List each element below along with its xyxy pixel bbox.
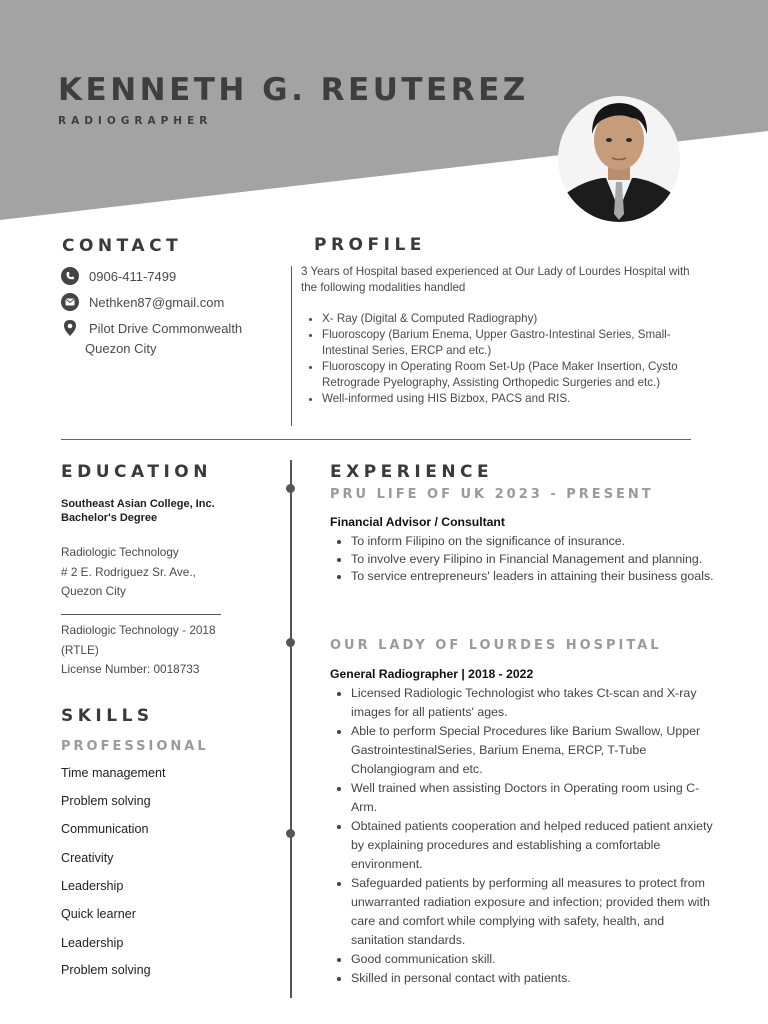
skill-item: Leadership	[61, 879, 124, 893]
profile-photo	[558, 96, 680, 222]
list-item: • To service entrepreneurs' leaders in attaining their business goals.	[351, 568, 715, 586]
address-line-1: Pilot Drive Commonwealth	[89, 321, 243, 336]
list-item: • Good communication skill.	[351, 950, 715, 969]
list-item: • Well trained when assisting Doctors in Operating room using C-Arm.	[351, 779, 715, 817]
list-item: • Licensed Radiologic Technologist who takes Ct-scan and X-ray images for all patients' ages.	[351, 684, 715, 722]
education-school	[61, 497, 215, 525]
license-exam-code: (RTLE)	[61, 642, 99, 657]
license-details	[61, 621, 216, 680]
job-org: OUR LADY OF LOURDES HOSPITAL	[330, 638, 662, 653]
list-item: • To inform Filipino on the significance of insurance.	[351, 533, 715, 551]
education-heading: EDUCATION	[61, 462, 212, 482]
timeline-dot	[286, 638, 295, 647]
skill-item: Quick learner	[61, 907, 136, 921]
education-details	[61, 543, 196, 602]
phone-number[interactable]: 0906-411-7499	[89, 269, 177, 284]
email-address[interactable]: Nethken87@gmail.com	[89, 295, 225, 310]
experience-timeline	[290, 460, 292, 998]
modalities-list	[301, 311, 701, 407]
profile-summary: 3 Years of Hospital based experienced at Our Lady of Lourdes Hospital with the following modalities handled	[301, 265, 690, 294]
profile-section	[301, 264, 701, 407]
contact-phone	[61, 267, 176, 287]
contact-address	[61, 319, 242, 339]
program: Radiologic Technology	[61, 545, 179, 559]
job-duties	[330, 533, 715, 586]
license-number: License Number: 0018733	[61, 662, 200, 676]
timeline-dot	[286, 829, 295, 838]
degree: Bachelor's Degree	[61, 512, 158, 524]
job-duties	[330, 684, 715, 988]
phone-icon	[61, 267, 79, 285]
address-line-2: Quezon City	[85, 341, 157, 356]
list-item: • Fluoroscopy (Barium Enema, Upper Gastro-Intestinal Series, Small-Intestinal Series, ERCP and etc.)	[322, 327, 701, 359]
contact-heading: CONTACT	[62, 236, 183, 256]
school-address: # 2 E. Rodriguez Sr. Ave.,	[61, 564, 196, 579]
skill-item: Communication	[61, 822, 149, 836]
school-city: Quezon City	[61, 584, 126, 598]
skills-subheading: PROFESSIONAL	[61, 739, 209, 754]
education-divider	[61, 614, 221, 615]
list-item: • Safeguarded patients by performing all measures to protect from unwarranted radiation exposure and infection; provided them with care and comfort while complying with safety, health, and sanitation standards.	[351, 874, 715, 950]
job-role: Financial Advisor / Consultant	[330, 515, 505, 529]
timeline-dot	[286, 484, 295, 493]
list-item: • Skilled in personal contact with patients.	[351, 969, 715, 988]
list-item: • X- Ray (Digital & Computed Radiography)	[322, 311, 701, 327]
profile-heading: PROFILE	[314, 235, 426, 255]
list-item: • To involve every Filipino in Financial Management and planning.	[351, 551, 715, 569]
experience-heading: EXPERIENCE	[330, 462, 494, 482]
skill-item: Problem solving	[61, 794, 151, 808]
skill-item: Creativity	[61, 851, 114, 865]
skill-item: Time management	[61, 766, 166, 780]
job-org: PRU LIFE OF UK 2023 - PRESENT	[330, 487, 654, 502]
profile-divider	[291, 266, 292, 426]
school-name: Southeast Asian College, Inc.	[61, 498, 215, 510]
candidate-name: KENNETH G. REUTEREZ	[58, 72, 529, 108]
location-pin-icon	[61, 319, 79, 337]
list-item: • Able to perform Special Procedures like Barium Swallow, Upper GastrointestinalSeries, Barium Enema, ERCP, T-Tube Cholangiogram and etc.	[351, 722, 715, 779]
list-item: • Well-informed using HIS Bizbox, PACS and RIS.	[322, 391, 701, 407]
candidate-title: RADIOGRAPHER	[58, 115, 213, 127]
skill-item: Problem solving	[61, 963, 151, 977]
envelope-icon	[61, 293, 79, 311]
contact-address-2	[85, 339, 157, 359]
job-role: General Radiographer | 2018 - 2022	[330, 667, 534, 681]
contact-email	[61, 293, 224, 313]
list-item: • Fluoroscopy in Operating Room Set-Up (Pace Maker Insertion, Cysto Retrograde Pyelography, Assisting Orthopedic Surgeries and etc.)	[322, 359, 701, 391]
skills-heading: SKILLS	[61, 706, 154, 726]
license-exam: Radiologic Technology - 2018	[61, 623, 216, 637]
section-divider	[61, 439, 691, 440]
skill-item: Leadership	[61, 936, 124, 950]
list-item: • Obtained patients cooperation and helped reduced patient anxiety by explaining procedures and establishing a comfortable environment.	[351, 817, 715, 874]
